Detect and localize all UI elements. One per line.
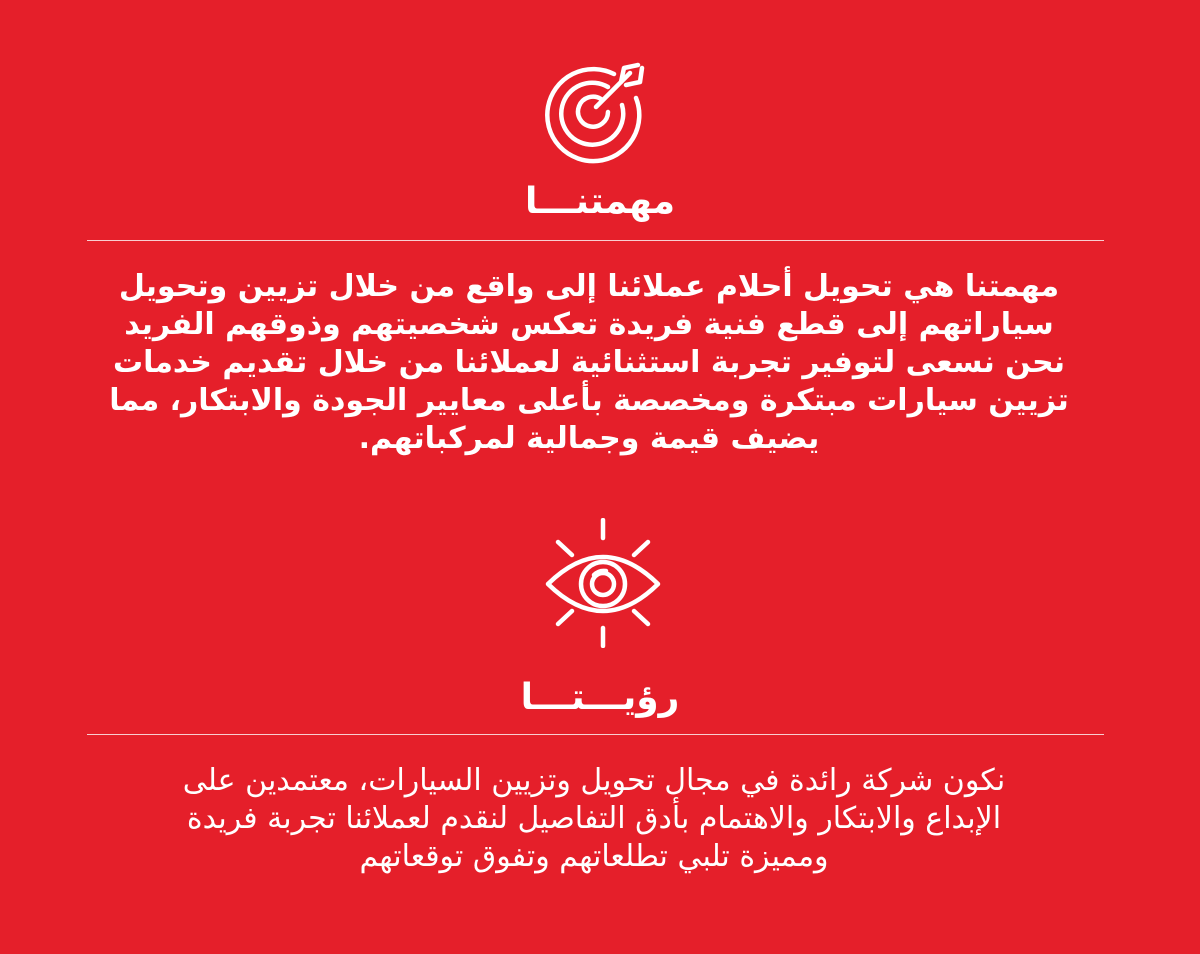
eye-icon <box>544 518 662 648</box>
mission-line-2: سياراتهم إلى قطع فنية فريدة تعكس شخصيتهم وذوقهم الفريد <box>124 307 1054 342</box>
mission-line-1: مهمتنا هي تحويل أحلام عملائنا إلى واقع من خلال تزيين وتحويل <box>118 269 1060 304</box>
vision-line-3: ومميزة تلبي تطلعاتهم وتفوق توقعاتهم <box>359 839 829 874</box>
mission-body <box>108 268 1070 458</box>
mission-line-5: يضيف قيمة وجمالية لمركباتهم. <box>358 421 820 456</box>
vision-body <box>126 762 1062 876</box>
target-arrow-icon <box>538 56 654 164</box>
vision-title: رؤيـــتـــا <box>520 677 680 718</box>
mission-line-3: نحن نسعى لتوفير تجربة استثنائية لعملائنا من خلال تقديم خدمات <box>112 345 1066 380</box>
mission-title: مهمتنـــا <box>524 181 675 222</box>
vision-line-1: نكون شركة رائدة في مجال تحويل وتزيين السيارات، معتمدين على <box>182 763 1006 798</box>
vision-divider <box>87 734 1104 735</box>
vision-line-2: الإبداع والابتكار والاهتمام بأدق التفاصيل لنقدم لعملائنا تجربة فريدة <box>186 801 1002 836</box>
mission-divider <box>87 240 1104 241</box>
mission-line-4: تزيين سيارات مبتكرة ومخصصة بأعلى معايير الجودة والابتكار، مما <box>109 383 1069 418</box>
